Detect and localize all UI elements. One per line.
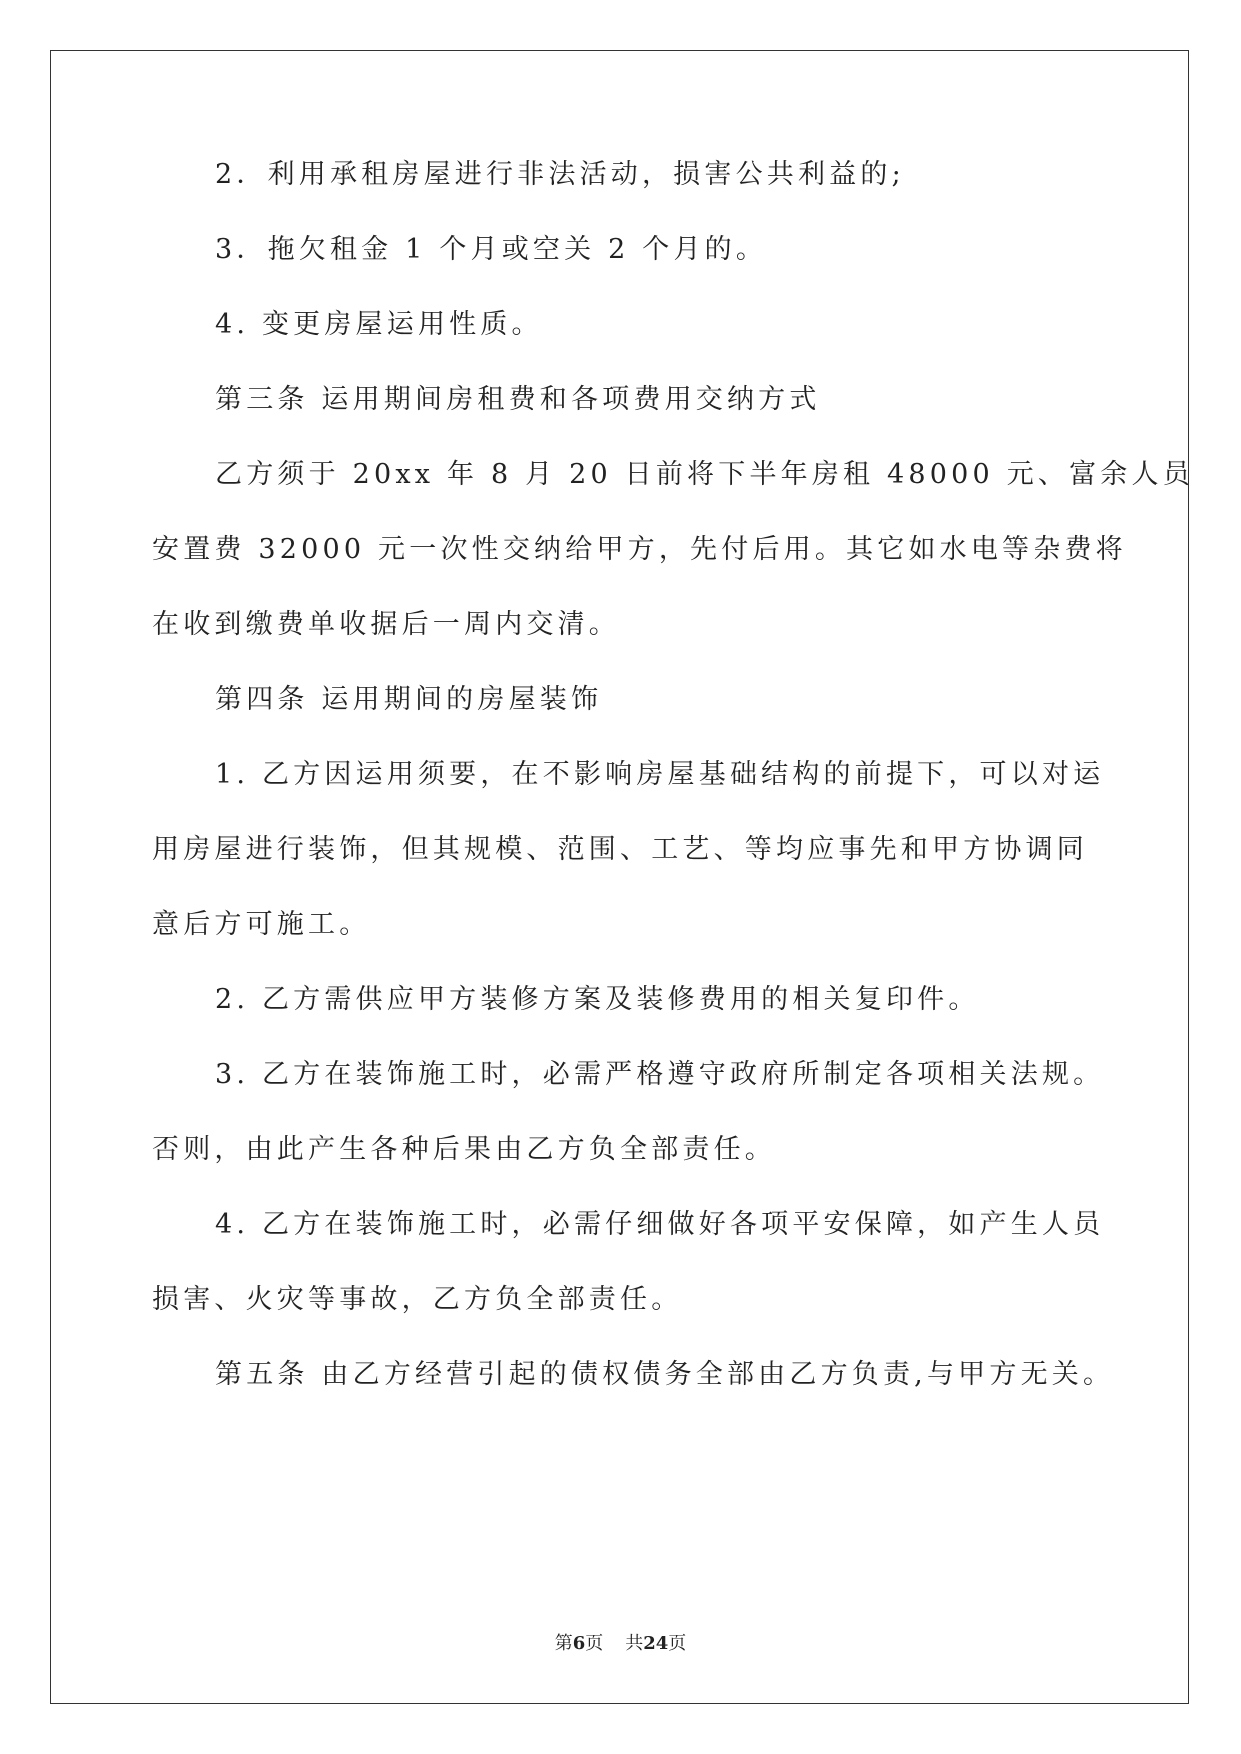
total-unit: 页 xyxy=(668,1633,687,1654)
text-line: 2．利用承租房屋进行非法活动，损害公共利益的; xyxy=(215,159,905,190)
total-pages: 24 xyxy=(643,1633,669,1654)
text-line: 2. 乙方需供应甲方装修方案及装修费用的相关复印件。 xyxy=(215,984,980,1015)
section-heading: 第四条 运用期间的房屋装饰 xyxy=(215,684,603,715)
page-number: 6 xyxy=(572,1633,586,1654)
total-prefix: 共 xyxy=(625,1633,644,1654)
text-line: 在收到缴费单收据后一周内交清。 xyxy=(152,609,620,640)
page-unit: 页 xyxy=(585,1633,604,1654)
text-line: 安置费 32000 元一次性交纳给甲方，先付后用。其它如水电等杂费将 xyxy=(152,534,1127,565)
page-prefix: 第 xyxy=(554,1633,573,1654)
text-line: 4. 乙方在装饰施工时，必需仔细做好各项平安保障，如产生人员 xyxy=(215,1209,1105,1240)
section-heading: 第三条 运用期间房租费和各项费用交纳方式 xyxy=(215,384,821,415)
text-line: 用房屋进行装饰，但其规模、范围、工艺、等均应事先和甲方协调同 xyxy=(152,834,1088,865)
text-line: 损害、火灾等事故，乙方负全部责任。 xyxy=(152,1284,683,1315)
text-line: 乙方须于 20xx 年 8 月 20 日前将下半年房租 48000 元、富余人员 xyxy=(215,459,1194,490)
text-line: 3．拖欠租金 1 个月或空关 2 个月的。 xyxy=(215,234,768,265)
text-line: 3. 乙方在装饰施工时，必需严格遵守政府所制定各项相关法规。 xyxy=(215,1059,1105,1090)
page-footer xyxy=(0,1635,1241,1653)
text-line: 否则，由此产生各种后果由乙方负全部责任。 xyxy=(152,1134,776,1165)
page-border xyxy=(50,50,1189,1704)
text-line: 1. 乙方因运用须要，在不影响房屋基础结构的前提下，可以对运 xyxy=(215,759,1105,790)
text-line: 意后方可施工。 xyxy=(152,909,371,940)
section-heading: 第五条 由乙方经营引起的债权债务全部由乙方负责,与甲方无关。 xyxy=(215,1359,1115,1390)
text-line: 4. 变更房屋运用性质。 xyxy=(215,309,543,340)
